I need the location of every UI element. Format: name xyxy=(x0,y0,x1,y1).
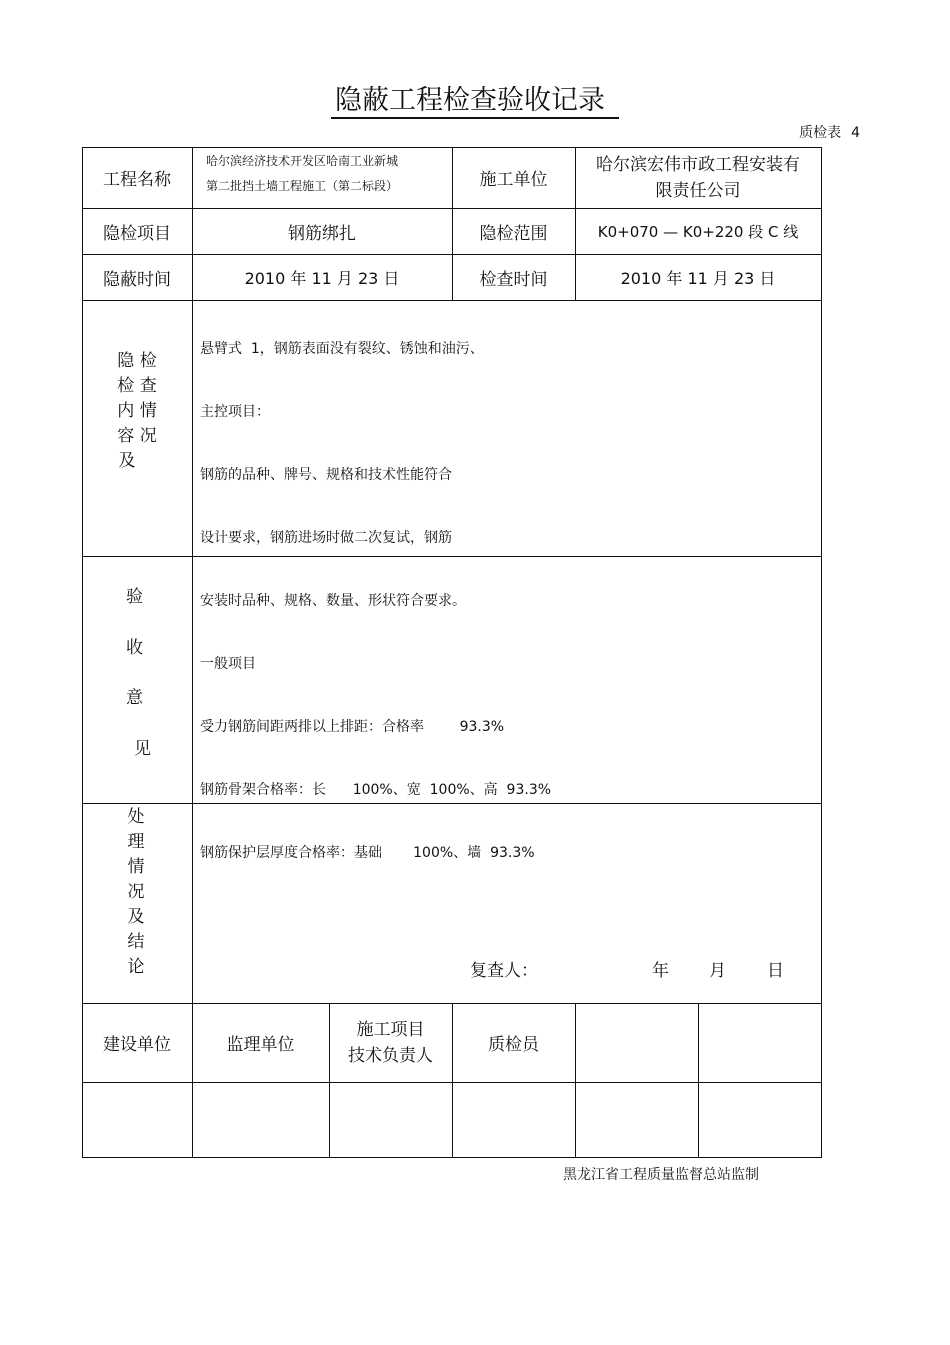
contractor-label: 施工单位 xyxy=(479,170,548,190)
reviewer-label: 复查人： xyxy=(470,961,538,981)
scope-value: K0+070 — K0+220 段 C 线 xyxy=(597,222,799,241)
project-name-value xyxy=(206,149,452,199)
item-label: 隐检项目 xyxy=(103,223,171,244)
content-line: 受力钢筋间距两排以上排距：合格率 93.3% xyxy=(200,719,505,735)
footer-issuer: 黑龙江省工程质量监督总站监制 xyxy=(563,1167,759,1183)
builder-label: 建设单位 xyxy=(103,1035,171,1055)
review-month: 月 xyxy=(709,961,726,981)
check-time-label: 检查时间 xyxy=(479,269,548,290)
page-title: 隐蔽工程检查验收记录 xyxy=(0,78,950,117)
review-year: 年 xyxy=(652,961,669,981)
content-line: 钢筋的品种、牌号、规格和技术性能符合 xyxy=(200,467,452,483)
form-number: 质检表 4 xyxy=(799,125,860,141)
scope-label: 隐检范围 xyxy=(479,223,548,244)
review-day: 日 xyxy=(767,961,784,981)
inspector-label: 质检员 xyxy=(488,1035,539,1055)
content-line: 悬臂式 1，钢筋表面没有裂纹、锈蚀和油污、 xyxy=(200,341,484,357)
contractor-line1: 哈尔滨宏伟市政工程安装有 xyxy=(596,154,800,175)
content-body xyxy=(200,299,810,885)
project-name-line2: 第二批挡土墙工程施工（第二标段） xyxy=(206,179,399,193)
project-name-line1: 哈尔滨经济技术开发区哈南工业新城 xyxy=(206,154,399,168)
hidden-time-label: 隐蔽时间 xyxy=(103,269,171,290)
tech-lead-label: 施工项目 技术负责人 xyxy=(348,1019,433,1066)
handling-label: 处 理 情 况 及 结 论 xyxy=(127,807,145,977)
content-line: 钢筋保护层厚度合格率：基础 100%、墙 93.3% xyxy=(200,845,535,861)
supervisor-label: 监理单位 xyxy=(226,1035,295,1055)
contractor-line2: 限责任公司 xyxy=(655,180,741,201)
check-time-value: 2010 年 11 月 23 日 xyxy=(620,268,776,288)
content-line: 钢筋骨架合格率：长 100%、宽 100%、高 93.3% xyxy=(200,782,552,798)
contractor-value xyxy=(575,147,821,208)
hidden-time-value: 2010 年 11 月 23 日 xyxy=(244,268,400,288)
project-name-label: 工程名称 xyxy=(103,170,171,190)
content-line: 安装时品种、规格、数量、形状符合要求。 xyxy=(200,593,466,609)
content-line: 主控项目： xyxy=(200,404,270,420)
item-value: 钢筋绑扎 xyxy=(288,223,356,244)
content-line: 设计要求，钢筋进场时做二次复试，钢筋 xyxy=(200,530,452,546)
content-label: 隐 检 检 查 内 情 容 况 及 xyxy=(117,351,157,471)
content-line: 一般项目 xyxy=(200,656,256,672)
